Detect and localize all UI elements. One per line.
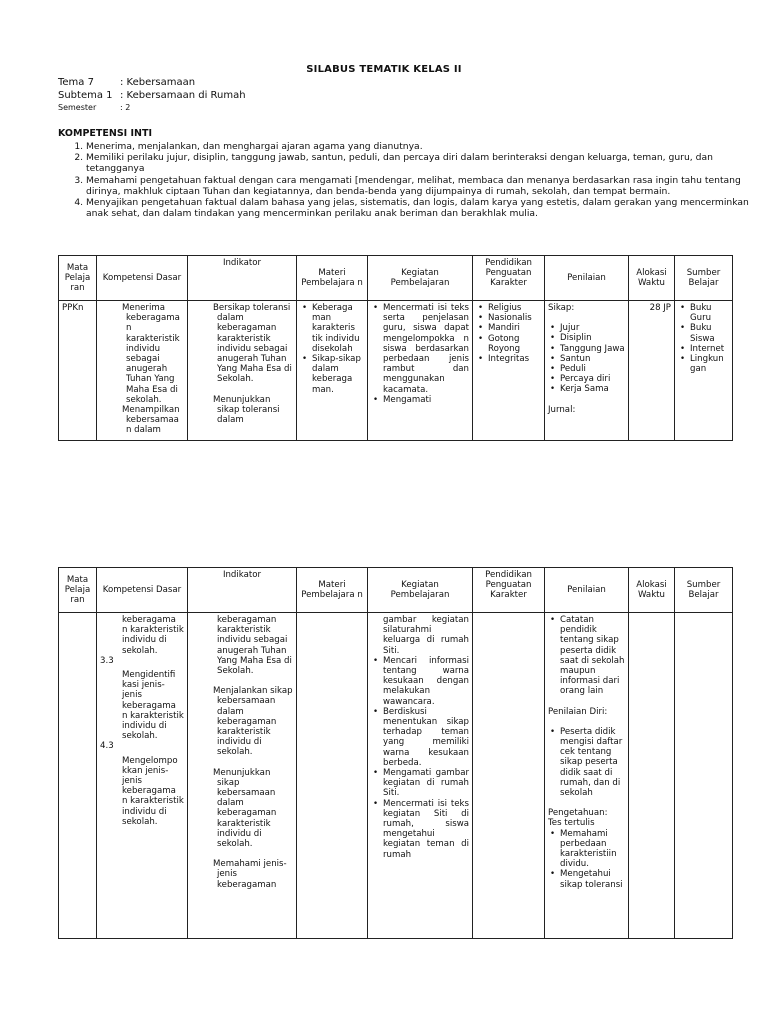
table-header-row [59,256,733,301]
cell-indikator: keberagaman karakteristik individu sebagai anugerah Tuhan Yang Maha Esa di Sekolah. Menjalankan sikap kebersamaan dalam keberagaman karakteristik individu di sekolah. Menunjukkan sikap kebersamaan dalam keberagaman karakteristik individu di sekolah. Memahami jenis-jenis keberagaman [188,613,297,939]
cell-penilaian: Sikap: • Jujur • Disiplin • Tanggung Jawa • Santun • Peduli • Percaya diri • Kerja Sama Jurnal: [545,301,629,441]
table-row [59,613,733,939]
cell-kegiatan: gambar kegiatan silaturahmi keluarga di rumah Siti. • Mencari informasi tentang warna kesukaan dengan melakukan wawancara. • Berdiskusi menentukan sikap terhadap teman yang memiliki warna kesukaan berbeda. • Mengamati gambar kegiatan di rumah Siti. • Mencermati isi teks kegiatan Siti di rumah, siswa mengetahui kegiatan teman di rumah [368,613,473,939]
header-mapel: Mata Pelaja ran [59,256,97,301]
header-alokasi: Alokasi Waktu [629,256,675,301]
meta-semester: Semester : 2 [58,103,131,112]
ki-item: 4. Menyajikan pengetahuan faktual dalam bahasa yang jelas, sistematis, dan logis, dalam karya yang estetis, dalam gerakan yang mencerminkan anak sehat, dan dalam tindakan yang mencerminkan perilaku anak beriman dan berakhlak mulia. [86,197,750,219]
cell-kegiatan: • Mencermati isi teks serta penjelasan guru, siswa dapat mengelompokka n siswa berdasarkan perbedaan jenis rambut dan menggunakan kacamata. • Mengamati [368,301,473,441]
cell-materi [297,613,368,939]
header-penilaian: Penilaian [545,256,629,301]
header-sumber: Sumber Belajar [675,568,733,613]
header-mapel: Mata Pelaja ran [59,568,97,613]
table-row [59,301,733,441]
header-sumber: Sumber Belajar [675,256,733,301]
meta-subtema: Subtema 1 : Kebersamaan di Rumah [58,90,246,101]
cell-mapel: PPKn [59,301,97,441]
cell-karakter: • Religius • Nasionalis • Mandiri • Gotong Royong • Integritas [473,301,545,441]
header-indikator: Indikator [188,568,297,613]
header-indikator: Indikator [188,256,297,301]
header-penilaian: Penilaian [545,568,629,613]
header-kegiatan: Kegiatan Pembelajaran [368,256,473,301]
header-kd: Kompetensi Dasar [97,568,188,613]
header-karakter: Pendidikan Penguatan Karakter [473,568,545,613]
cell-sumber: • Buku Guru • Buku Siswa • Internet • Lingkun gan [675,301,733,441]
cell-indikator: Bersikap toleransi dalam keberagaman karakteristik individu sebagai anugerah Tuhan Yang Maha Esa di Sekolah. Menunjukkan sikap toleransi dalam [188,301,297,441]
header-karakter: Pendidikan Penguatan Karakter [473,256,545,301]
cell-sumber [675,613,733,939]
cell-materi: • Keberaga man karakteris tik individu disekolah • Sikap-sikap dalam keberaga man. [297,301,368,441]
silabus-table-1 [58,255,733,441]
cell-karakter [473,613,545,939]
cell-mapel [59,613,97,939]
header-kegiatan: Kegiatan Pembelajaran [368,568,473,613]
table-header-row [59,568,733,613]
ki-item: 2. Memiliki perilaku jujur, disiplin, tanggung jawab, santun, peduli, dan percaya diri dalam berinteraksi dengan keluarga, teman, guru, dan tetangganya [86,152,750,174]
cell-kd: keberagama n karakteristik individu di sekolah. 3.3 Mengidentifi kasi jenis-jenis keberagama n karakteristik individu di sekolah. 4.3 Mengelompo kkan jenis-jenis keberagama n karakteristik individu di sekolah. [97,613,188,939]
ki-item: 1. Menerima, menjalankan, dan menghargai ajaran agama yang dianutnya. [86,141,750,152]
kompetensi-inti-heading: KOMPETENSI INTI [58,128,153,139]
page-title: SILABUS TEMATIK KELAS II [306,64,462,75]
cell-alokasi [629,613,675,939]
cell-alokasi: 28 JP [629,301,675,441]
ki-item: 3. Memahami pengetahuan faktual dengan cara mengamati [mendengar, melihat, membaca dan menanya berdasarkan rasa ingin tahu tentang dirinya, makhluk ciptaan Tuhan dan kegiatannya, dan benda-benda yang dijumpainya di rumah, sekolah, dan tempat bermain. [86,175,750,197]
silabus-table-2 [58,567,733,939]
meta-tema: Tema 7 : Kebersamaan [58,77,196,88]
cell-kd: Menerima keberagama n karakteristik individu sebagai anugerah Tuhan Yang Maha Esa di sekolah. Menampilkan kebersamaa n dalam [97,301,188,441]
header-kd: Kompetensi Dasar [97,256,188,301]
header-materi: Materi Pembelajara n [297,256,368,301]
header-materi: Materi Pembelajara n [297,568,368,613]
header-alokasi: Alokasi Waktu [629,568,675,613]
cell-penilaian: • Catatan pendidik tentang sikap peserta didik saat di sekolah maupun informasi dari orang lain Penilaian Diri: • Peserta didik mengisi daftar cek tentang sikap peserta didik saat di rumah, dan di sekolah Pengetahuan: Tes tertulis • Memahami perbedaan karakteristiin dividu. • Mengetahui sikap toleransi [545,613,629,939]
kompetensi-inti-list [58,141,750,219]
